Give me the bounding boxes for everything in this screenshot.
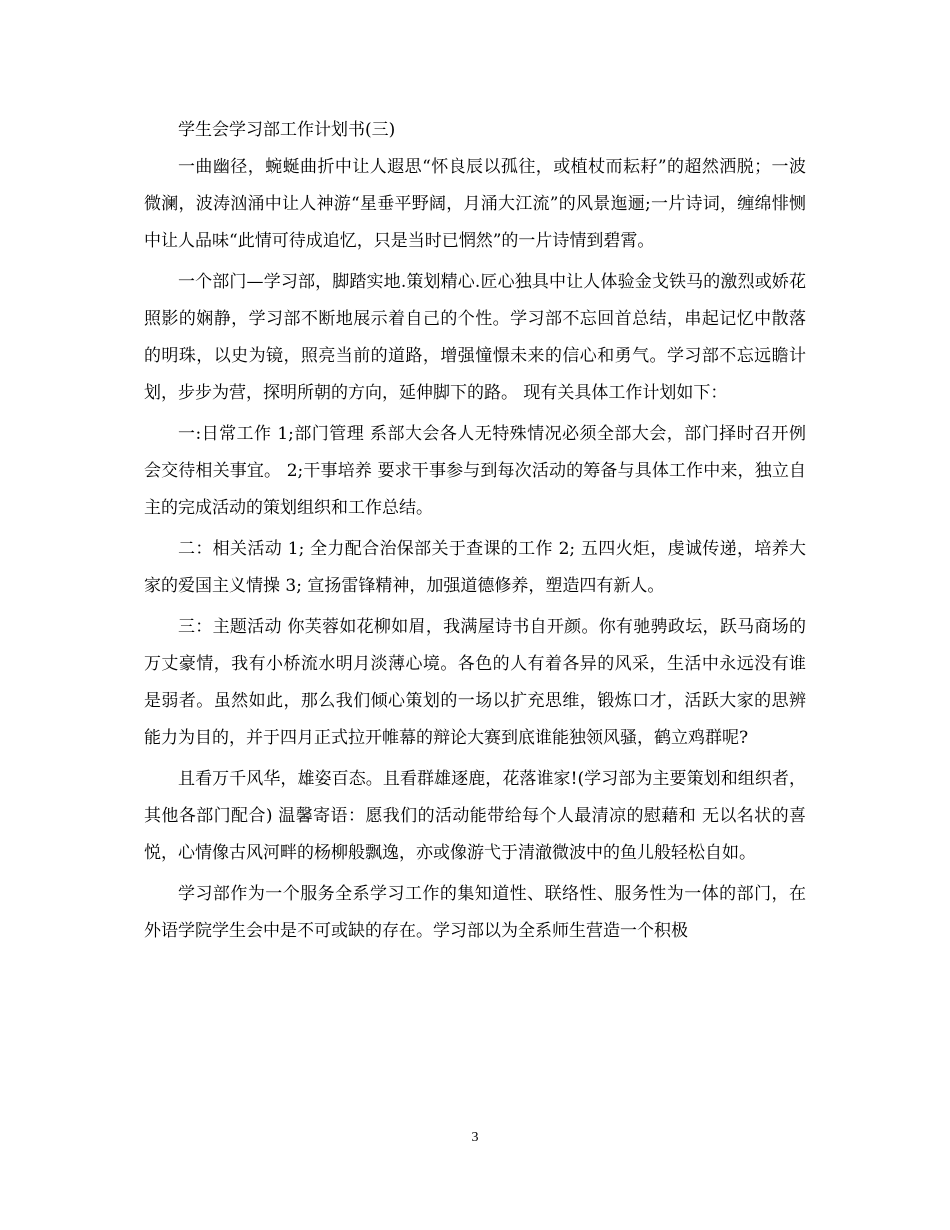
document-body: [144, 112, 806, 950]
page-number: 3: [471, 1130, 479, 1145]
document-title: 学生会学习部工作计划书(三): [178, 120, 396, 140]
paragraph-theme-activity: 三：主题活动 你芙蓉如花柳如眉，我满屋诗书自开颜。你有驰骋政坛，跃马商场的万丈豪情，我有小桥流水明月淡薄心境。各色的人有着各异的风采，生活中永远没有谁是弱者。虽然如此，那么我们倾心策划的一场以扩充思维，锻炼口才，活跃大家的思辨能力为目的，并于四月正式拉开帷幕的辩论大赛到底谁能独领风骚，鹤立鸡群呢?: [144, 617, 806, 748]
paragraph-related-activities: 二：相关活动 1; 全力配合治保部关于查课的工作 2; 五四火炬，虔诚传递，培养大家的爱国主义情操 3; 宣扬雷锋精神，加强道德修养，塑造四有新人。: [144, 539, 806, 596]
paragraph-department: 一个部门—学习部，脚踏实地.策划精心.匠心独具中让人体验金戈铁马的激烈或娇花照影的娴静，学习部不断地展示着自己的个性。学习部不忘回首总结，串起记忆中散落的明珠，以史为镜，照亮当前的道路，增强憧憬未来的信心和勇气。学习部不忘远瞻计划，步步为营，探明所朝的方向，延伸脚下的路。 现有关具体工作计划如下：: [144, 272, 806, 403]
paragraph-daily-work: 一:日常工作 1;部门管理 系部大会各人无特殊情况必须全部大会，部门择时召开例会交待相关事宜。 2;干事培养 要求干事参与到每次活动的筹备与具体工作中来，独立自主的完成活动的策划组织和工作总结。: [144, 424, 806, 518]
paragraph-department-role: 学习部作为一个服务全系学习工作的集知道性、联络性、服务性为一体的部门，在外语学院学生会中是不可或缺的存在。学习部以为全系师生营造一个积极: [144, 884, 806, 941]
paragraph-intro: 一曲幽径，蜿蜒曲折中让人遐思“怀良辰以孤往，或植杖而耘耔”的超然洒脱；一波微澜，波涛汹涌中让人神游“星垂平野阔，月涌大江流”的风景迤逦;一片诗词，缠绵悱恻中让人品味“此情可待成追忆，只是当时已惘然”的一片诗情到碧霄。: [144, 157, 806, 251]
paragraph-closing-wishes: 且看万千风华，雄姿百态。且看群雄逐鹿，花落谁家!(学习部为主要策划和组织者，其他各部门配合) 温馨寄语：愿我们的活动能带给每个人最清凉的慰藉和 无以名状的喜悦，心情像古风河畔的杨柳般飘逸，亦或像游弋于清澈微波中的鱼儿般轻松自如。: [144, 769, 806, 863]
